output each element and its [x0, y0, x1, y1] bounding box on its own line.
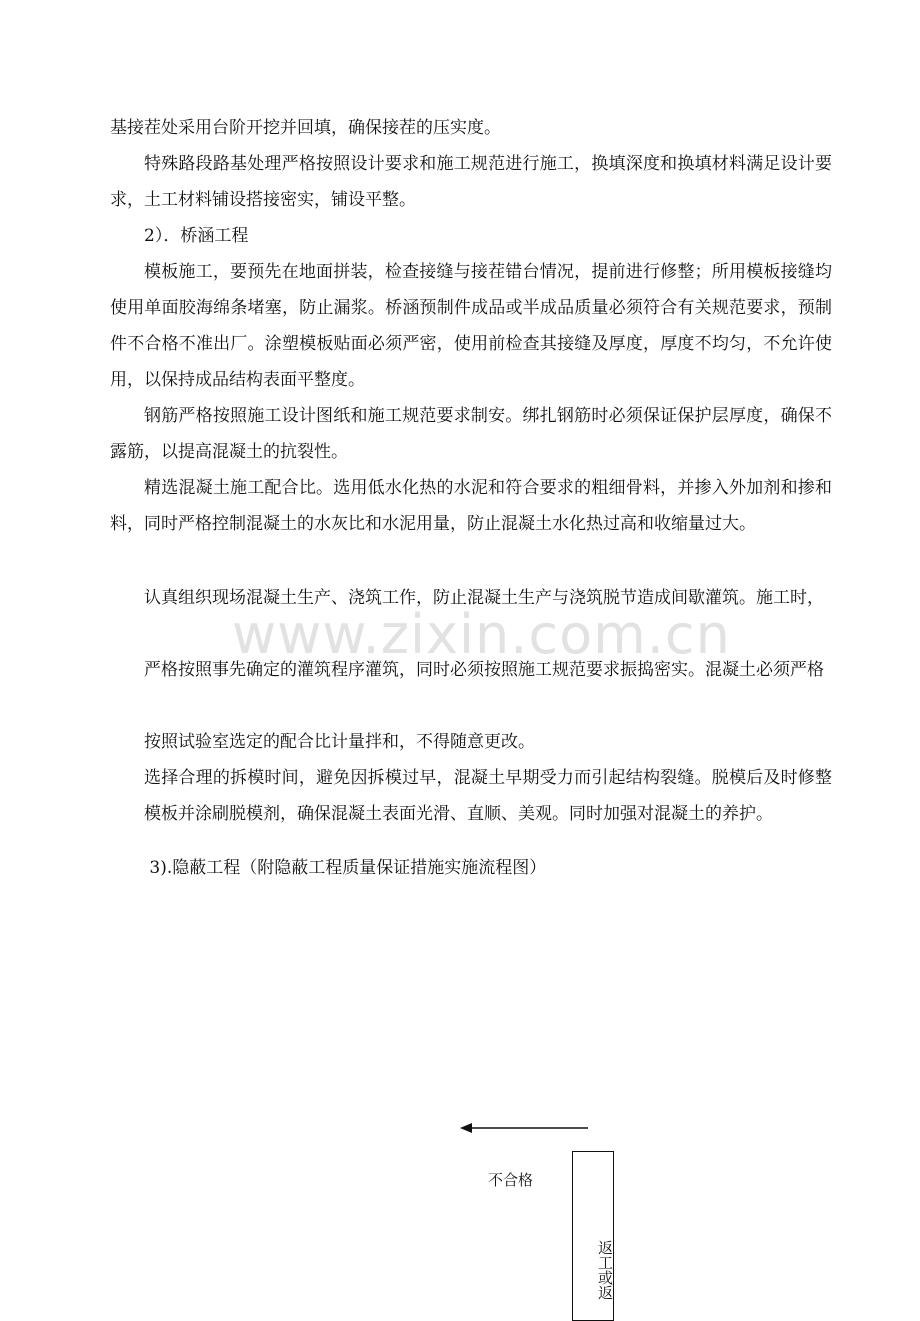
- flow-rework-box: [572, 1151, 614, 1321]
- watermark-text: www.zixin.com.cn: [232, 603, 731, 666]
- paragraph-special-subgrade: 特殊路段路基处理严格按照设计要求和施工规范进行施工，换填深度和换填材料满足设计要求，土工材料铺设搭接密实，铺设平整。: [110, 154, 832, 210]
- section-heading-bridges-culverts: 2）．桥涵工程: [144, 226, 249, 246]
- paragraph-pouring-sequence: 严格按照事先确定的灌筑程序灌筑，同时必须按照施工规范要求振捣密实。混凝土必须严格: [144, 660, 824, 680]
- left-arrow-icon: [458, 1118, 590, 1138]
- paragraph-concrete-mix: 精选混凝土施工配合比。选用低水化热的水泥和符合要求的粗细骨料，并掺入外加剂和掺和料，同时严格控制混凝土的水灰比和水泥用量，防止混凝土水化热过高和收缩量过大。: [110, 478, 832, 534]
- paragraph-mix-ratio: 按照试验室选定的配合比计量拌和，不得随意更改。: [144, 732, 535, 752]
- flow-rework-text: 返工或返: [596, 1240, 614, 1300]
- paragraph-demolding: 选择合理的拆模时间，避免因拆模过早，混凝土早期受力而引起结构裂缝。脱模后及时修整模板并涂刷脱模剂，确保混凝土表面光滑、直顺、美观。同时加强对混凝土的养护。: [144, 768, 832, 824]
- section-heading-concealed-works: 3).隐蔽工程（附隐蔽工程质量保证措施实施流程图）: [144, 858, 547, 878]
- paragraph-site-organization: 认真组织现场混凝土生产、浇筑工作，防止混凝土生产与浇筑脱节造成间歇灌筑。施工时，: [144, 588, 824, 608]
- paragraph-formwork: 模板施工，要预先在地面拼装，检查接缝与接茬错台情况，提前进行修整；所用模板接缝均使用单面胶海绵条堵塞，防止漏浆。桥涵预制件成品或半成品质量必须符合有关规范要求，预制件不合格不准出厂。涂塑模板贴面必须严密，使用前检查其接缝及厚度，厚度不均匀，不允许使用，以保持成品结构表面平整度。: [110, 262, 832, 390]
- paragraph-subgrade-joint: 基接茬处采用台阶开挖并回填，确保接茬的压实度。: [110, 118, 501, 138]
- paragraph-rebar: 钢筋严格按照施工设计图纸和施工规范要求制安。绑扎钢筋时必须保证保护层厚度，确保不露筋，以提高混凝土的抗裂性。: [110, 406, 832, 462]
- flow-fail-label: 不合格: [488, 1171, 534, 1189]
